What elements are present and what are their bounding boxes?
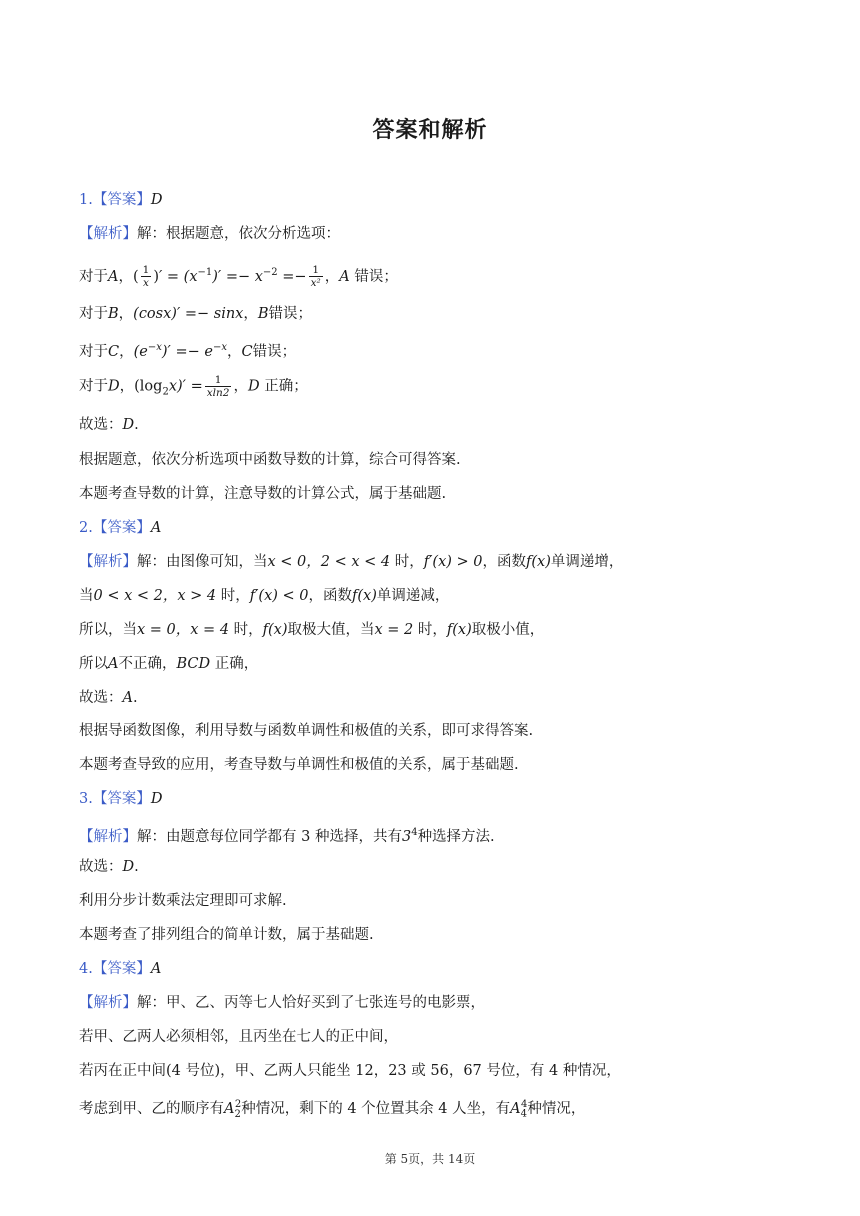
q1-choose: 故选：D.	[79, 417, 139, 433]
q1-option-a: 对于A，( $\frac{1}{x}$ )′ = $(x^{-1})' =- x^{-2}$ =− $\frac{1}{\text{x²}}$ ，A 错误；	[79, 264, 398, 290]
q4-analysis-line2: 若甲、乙两人必须相邻，且丙坐在七人的正中间，	[79, 1029, 398, 1045]
q3-summary: 利用分步计数乘法定理即可求解.	[79, 893, 287, 909]
page-title: 答案和解析	[372, 118, 488, 143]
page-footer: 第 5页，共 14页	[384, 1152, 476, 1166]
q1-answer-line: 1.【答案】D	[79, 192, 163, 208]
q2-analysis-line2: 当0 < x < 2，x > 4 时，f′(x) < 0，函数f(x)单调递减，	[79, 588, 450, 604]
q2-analysis-line4: 所以A不正确，BCD 正确，	[79, 656, 259, 672]
q1-analysis-line: 【解析】解：根据题意，依次分析选项：	[79, 226, 340, 242]
q1-summary: 根据题意，依次分析选项中函数导数的计算，综合可得答案.	[79, 452, 461, 468]
q3-note: 本题考查了排列组合的简单计数，属于基础题.	[79, 927, 374, 943]
q1-note: 本题考查导数的计算，注意导数的计算公式，属于基础题.	[79, 486, 447, 502]
q2-note: 本题考查导致的应用，考查导数与单调性和极值的关系，属于基础题.	[79, 757, 519, 773]
q2-summary: 根据导函数图像，利用导数与函数单调性和极值的关系，即可求得答案.	[79, 723, 534, 739]
q3-analysis-line: 【解析】解：由题意每位同学都有 3 种选择，共有$3^4$种选择方法.	[79, 827, 495, 845]
q2-analysis-line1: 【解析】解：由图像可知，当x < 0，2 < x < 4 时，f′(x) > 0，函数f(x)单调递增，	[79, 554, 624, 570]
q4-answer-line: 4.【答案】A	[79, 961, 162, 977]
q3-choose: 故选：D.	[79, 859, 139, 875]
q4-analysis-line3: 若丙在正中间(4 号位)，甲、乙两人只能坐 12，23 或 56，67 号位，有 4 种情况，	[79, 1063, 621, 1079]
q1-option-c: 对于C，$(e^{-x})' =- e^{-x}$，C错误；	[79, 342, 297, 360]
q1-option-d: 对于D，$(\log_2x)'$ = $\frac{1}{xln2}$ ，D 正确；	[79, 374, 308, 399]
q2-choose: 故选：A.	[79, 690, 138, 706]
q4-analysis-line1: 【解析】解：甲、乙、丙等七人恰好买到了七张连号的电影票，	[79, 995, 485, 1011]
q2-answer-line: 2.【答案】A	[79, 520, 162, 536]
q2-analysis-line3: 所以，当x = 0，x = 4 时，f(x)取极大值，当x = 2 时，f(x)取极小值，	[79, 622, 545, 638]
q1-option-b: 对于B，(cosx)′ =− sinx，B错误；	[79, 306, 312, 322]
q4-analysis-line4: 考虑到甲、乙的顺序有$A_2^2$种情况，剩下的 4 个位置其余 4 人坐，有$A_4^4$种情况，	[79, 1099, 586, 1120]
q3-answer-line: 3.【答案】D	[79, 791, 163, 807]
